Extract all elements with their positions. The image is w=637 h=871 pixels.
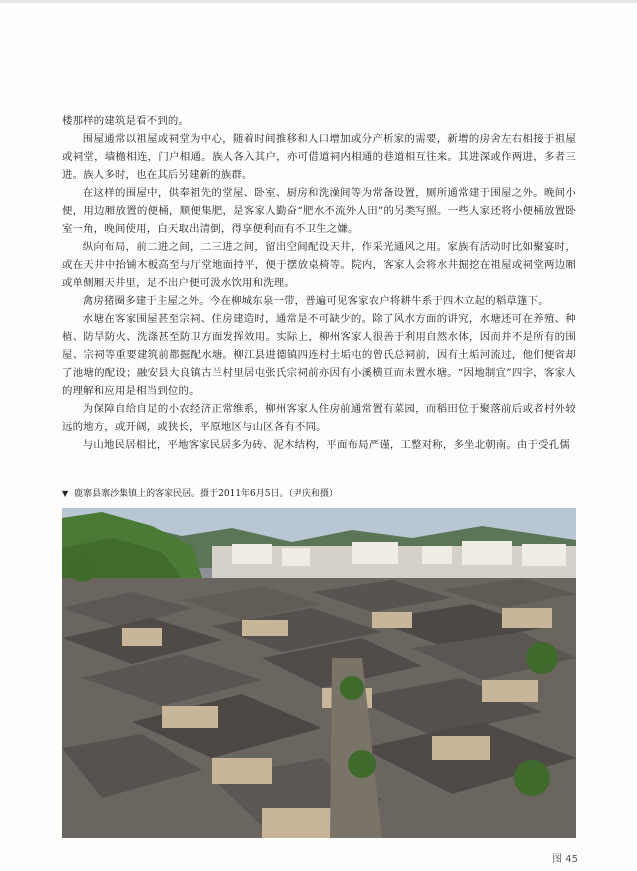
paragraph-1: 围屋通常以祖屋或祠堂为中心，随着时间推移和人口增加或分产析家的需要，新增的房舍左右相接于祖屋或祠堂，墙檐相连，门户相通。族人各入其户，亦可借道祠内相通的巷道相互往来。其进深或作两进，多者三进。族人多时，也在其后另建新的族群。 xyxy=(62,133,576,181)
paragraph-7: 与山地民居相比，平地客家民居多为砖、泥木结构，平面布局严谨，工整对称，多坐北朝南。由于受孔儒 xyxy=(82,439,570,451)
paragraph-4: 禽房猪圈多建于主屋之外。今在柳城东泉一带，普遍可见客家农户将耕牛系于四木立起的稻草篷下。 xyxy=(82,295,549,307)
paragraph-2: 在这样的围屋中，供奉祖先的堂屋、卧室、厨房和洗澡间等为常备设置，厕所通常建于围屋之外。晚间小便，用边厢放置的便桶，顺便集肥，是客家人勤奋“肥水不流外人田”的另类写照。一些人家还将小便桶放置卧室一角，晚间使用，白天取出清倒，得享便利而有不卫生之嫌。 xyxy=(62,187,576,235)
caption-text: 鹿寨县寨沙集镇上的客家民居。摄于2011年6月5日。（尹庆和摄） xyxy=(74,489,339,499)
village-rooftops-photo xyxy=(62,508,576,838)
caption-marker-icon: ▼ xyxy=(62,489,69,498)
paragraph-3: 纵向布局，前二进之间，二三进之间，留出空间配设天井，作采光通风之用。家族有活动时比如聚宴时，或在天井中抬铺木板高至与厅堂地面持平，便于摆放桌椅等。院内，客家人会将水井掘挖在祖屋或祠堂两边厢或单侧厢天井里，足不出户便可汲水饮用和洗理。 xyxy=(62,241,576,289)
page-top-edge xyxy=(0,0,637,3)
page-number: 图 45 xyxy=(552,854,578,865)
paragraph-5: 水塘在客家围屋甚至宗祠、住房建造时，通常是不可缺少的。除了风水方面的讲究，水塘还可在养殖、种植、防旱防火、洗涤甚至防卫方面发挥效用。实际上，柳州客家人很善于利用自然水体，因而并不是所有的围屋、宗祠等重要建筑前都掘配水塘。柳江县进德镇四连村土垢屯的曾氏总祠前，因有土垢河流过，他们便省却了池塘的配设；融安县大良镇古兰村里居屯张氏宗祠前亦因有小溪横亘而未置水塘。“因地制宜”四字，客家人的理解和应用是相当到位的。 xyxy=(62,313,576,397)
paragraph-6: 为保障自给自足的小农经济正常维系，柳州客家人住房前通常置有菜园，而稻田位于聚落前后或者村外较远的地方，或开阔，或狭长，平原地区与山区各有不同。 xyxy=(62,403,576,433)
photo-illustration xyxy=(62,508,576,838)
photo-caption xyxy=(62,488,576,500)
body-text xyxy=(62,112,576,454)
paragraph-0: 楼那样的建筑是看不到的。 xyxy=(62,115,190,127)
